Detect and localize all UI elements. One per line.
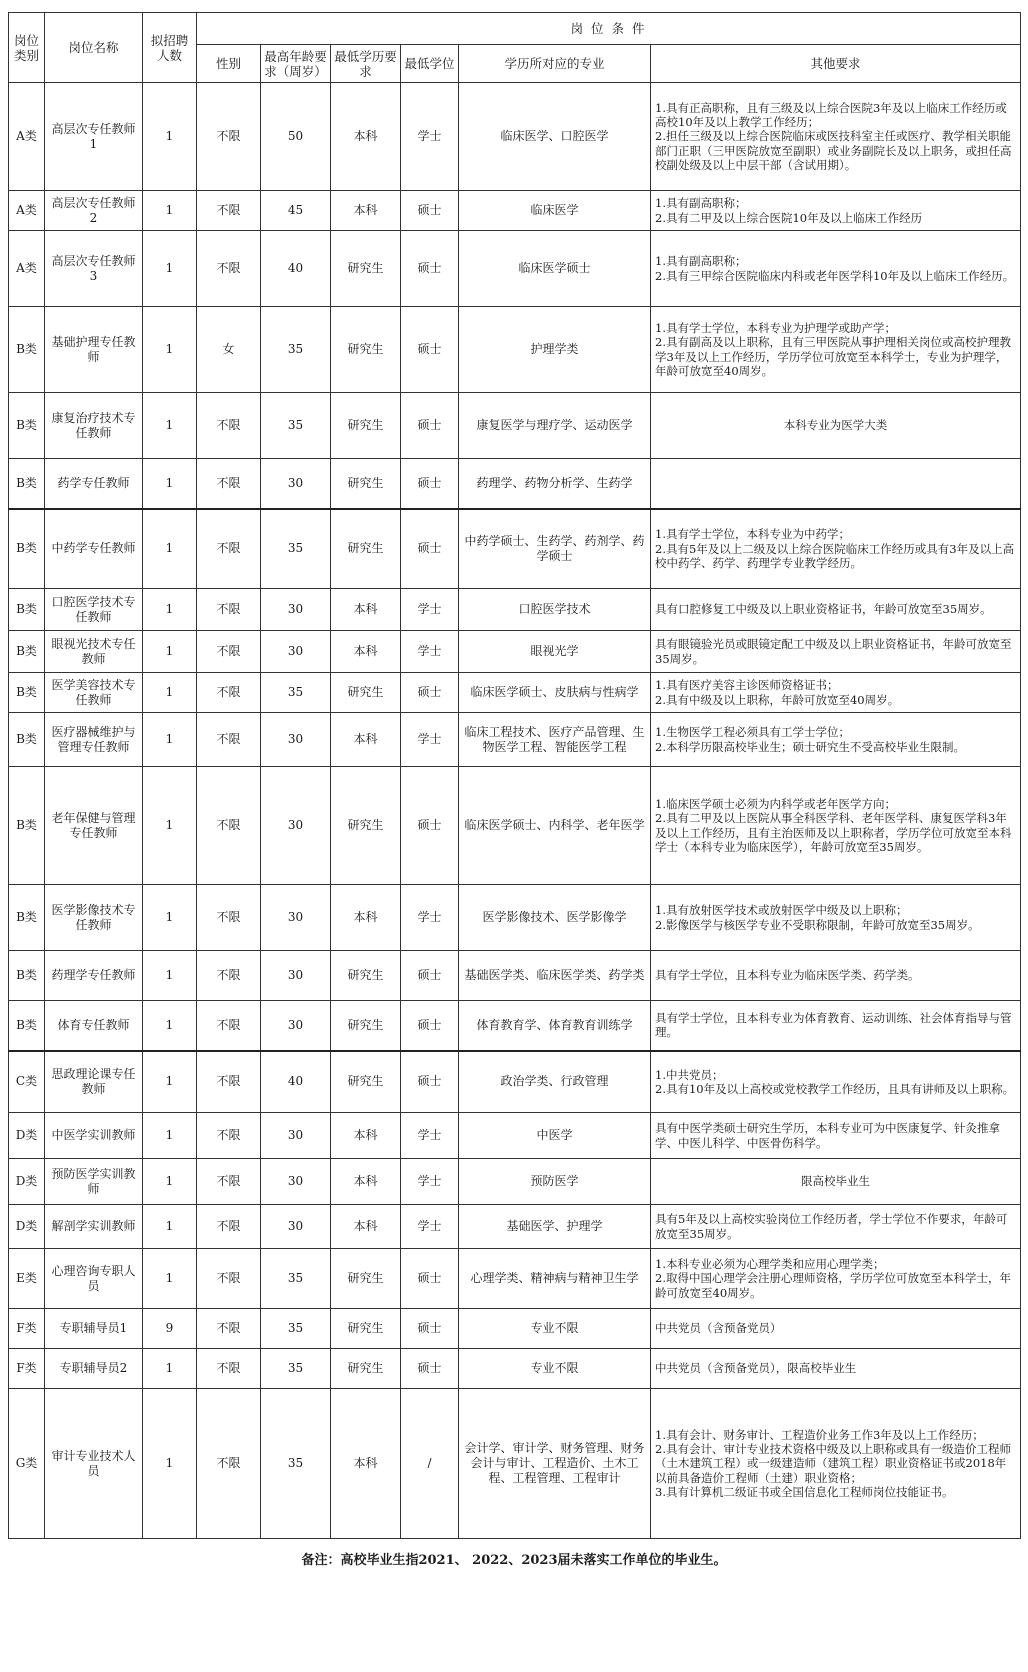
- table-row: [9, 767, 1021, 885]
- min-edu-cell: 研究生: [331, 1051, 401, 1113]
- min-degree-cell: 硕士: [401, 673, 459, 713]
- max-age-cell: 30: [261, 1113, 331, 1159]
- min-edu-cell: 本科: [331, 1113, 401, 1159]
- other-requirements-cell: [651, 459, 1021, 509]
- table-row: [9, 1249, 1021, 1309]
- category-cell: D类: [9, 1113, 45, 1159]
- max-age-cell: 40: [261, 231, 331, 307]
- category-cell: B类: [9, 767, 45, 885]
- requirement-line: 2.具有二甲及以上综合医院10年及以上临床工作经历: [655, 210, 923, 225]
- position-name-cell: 高层次专任教师1: [45, 83, 143, 191]
- requirement-line: 2.本科学历限高校毕业生；硕士研究生不受高校毕业生限制。: [655, 739, 965, 754]
- gender-cell: 不限: [197, 191, 261, 231]
- table-row: [9, 713, 1021, 767]
- gender-cell: 不限: [197, 1113, 261, 1159]
- other-requirements-cell: [651, 1349, 1021, 1389]
- max-age-cell: 30: [261, 885, 331, 951]
- position-name-cell: 高层次专任教师3: [45, 231, 143, 307]
- position-name-cell: 眼视光技术专任教师: [45, 631, 143, 673]
- category-cell: G类: [9, 1389, 45, 1539]
- major-cell: 专业不限: [459, 1309, 651, 1349]
- hire-count-cell: 1: [143, 1159, 197, 1205]
- position-name-cell: 医疗器械维护与管理专任教师: [45, 713, 143, 767]
- hire-count-cell: 1: [143, 1001, 197, 1051]
- min-edu-cell: 研究生: [331, 231, 401, 307]
- major-cell: 基础医学、护理学: [459, 1205, 651, 1249]
- max-age-cell: 35: [261, 673, 331, 713]
- position-name-cell: 预防医学实训教师: [45, 1159, 143, 1205]
- min-edu-cell: 研究生: [331, 307, 401, 393]
- major-cell: 临床医学: [459, 191, 651, 231]
- min-degree-cell: 学士: [401, 1113, 459, 1159]
- min-degree-cell: 学士: [401, 83, 459, 191]
- header-min-degree: 最低学位: [401, 45, 459, 83]
- gender-cell: 不限: [197, 951, 261, 1001]
- max-age-cell: 35: [261, 1349, 331, 1389]
- requirement-line: 具有学士学位，且本科专业为体育教育、运动训练、社会体育指导与管理。: [655, 1011, 1012, 1040]
- hire-count-cell: 1: [143, 307, 197, 393]
- gender-cell: 不限: [197, 1205, 261, 1249]
- gender-cell: 不限: [197, 83, 261, 191]
- min-edu-cell: 研究生: [331, 393, 401, 459]
- header-name: 岗位名称: [45, 13, 143, 83]
- table-row: [9, 1159, 1021, 1205]
- hire-count-cell: 1: [143, 767, 197, 885]
- max-age-cell: 30: [261, 951, 331, 1001]
- min-edu-cell: 本科: [331, 713, 401, 767]
- major-cell: 口腔医学技术: [459, 589, 651, 631]
- max-age-cell: 30: [261, 1205, 331, 1249]
- other-requirements-cell: [651, 83, 1021, 191]
- position-name-cell: 高层次专任教师2: [45, 191, 143, 231]
- major-cell: 中药学硕士、生药学、药剂学、药学硕士: [459, 509, 651, 589]
- category-cell: B类: [9, 673, 45, 713]
- recruitment-table-page: [8, 12, 1020, 1568]
- requirement-line: 3.具有计算机二级证书或全国信息化工程师岗位技能证书。: [655, 1484, 954, 1499]
- min-edu-cell: 研究生: [331, 459, 401, 509]
- table-row: [9, 885, 1021, 951]
- major-cell: 政治学类、行政管理: [459, 1051, 651, 1113]
- hire-count-cell: 1: [143, 1113, 197, 1159]
- other-requirements-cell: [651, 1051, 1021, 1113]
- min-degree-cell: 硕士: [401, 1309, 459, 1349]
- max-age-cell: 40: [261, 1051, 331, 1113]
- min-degree-cell: 硕士: [401, 1051, 459, 1113]
- position-name-cell: 专职辅导员2: [45, 1349, 143, 1389]
- requirement-line: 2.具有二甲及以上医院从事全科医学科、老年医学科、康复医学科3年及以上工作经历，且有主治医师及以上职称者，学历学位可放宽至本科学士（本科专业为临床医学），年龄可放宽至35周岁。: [655, 811, 1012, 854]
- category-cell: A类: [9, 191, 45, 231]
- position-name-cell: 口腔医学技术专任教师: [45, 589, 143, 631]
- requirement-line: 2.影像医学与核医学专业不受职称限制，年龄可放宽至35周岁。: [655, 917, 980, 932]
- position-name-cell: 老年保健与管理专任教师: [45, 767, 143, 885]
- requirement-line: 1.生物医学工程必须具有工学士学位；: [655, 725, 850, 740]
- hire-count-cell: 1: [143, 1249, 197, 1309]
- gender-cell: 不限: [197, 631, 261, 673]
- major-cell: 护理学类: [459, 307, 651, 393]
- min-degree-cell: 硕士: [401, 509, 459, 589]
- header-min-edu: 最低学历要求: [331, 45, 401, 83]
- min-degree-cell: 硕士: [401, 307, 459, 393]
- hire-count-cell: 1: [143, 951, 197, 1001]
- table-row: [9, 393, 1021, 459]
- other-requirements-cell: [651, 1159, 1021, 1205]
- header-conditions: 岗 位 条 件: [197, 13, 1021, 45]
- min-degree-cell: 硕士: [401, 231, 459, 307]
- requirement-line: 2.具有中级及以上职称，年龄可放宽至40周岁。: [655, 692, 900, 707]
- min-degree-cell: 硕士: [401, 1001, 459, 1051]
- category-cell: A类: [9, 83, 45, 191]
- max-age-cell: 30: [261, 631, 331, 673]
- table-row: [9, 951, 1021, 1001]
- hire-count-cell: 1: [143, 393, 197, 459]
- gender-cell: 不限: [197, 231, 261, 307]
- major-cell: 体育教育学、体育教育训练学: [459, 1001, 651, 1051]
- category-cell: E类: [9, 1249, 45, 1309]
- major-cell: 眼视光学: [459, 631, 651, 673]
- requirement-line: 2.担任三级及以上综合医院临床或医技科室主任或医疗、教学相关职能部门正职（三甲医院放宽至副职）或业务副院长及以上职务，或担任高校副处级及以上中层干部（含试用期）。: [655, 129, 1012, 172]
- table-row: [9, 509, 1021, 589]
- min-degree-cell: 硕士: [401, 459, 459, 509]
- major-cell: 临床医学硕士、皮肤病与性病学: [459, 673, 651, 713]
- requirement-line: 1.具有会计、财务审计、工程造价业务工作3年及以上工作经历；: [655, 1427, 984, 1442]
- header-gender: 性别: [197, 45, 261, 83]
- position-name-cell: 医学影像技术专任教师: [45, 885, 143, 951]
- footnote: 备注：高校毕业生指2021、 2022、2023届未落实工作单位的毕业生。: [301, 1553, 727, 1568]
- gender-cell: 不限: [197, 1309, 261, 1349]
- max-age-cell: 35: [261, 1389, 331, 1539]
- max-age-cell: 35: [261, 1249, 331, 1309]
- min-edu-cell: 研究生: [331, 509, 401, 589]
- min-edu-cell: 本科: [331, 589, 401, 631]
- min-degree-cell: 学士: [401, 1159, 459, 1205]
- major-cell: 基础医学类、临床医学类、药学类: [459, 951, 651, 1001]
- max-age-cell: 30: [261, 459, 331, 509]
- gender-cell: 不限: [197, 885, 261, 951]
- position-name-cell: 药学专任教师: [45, 459, 143, 509]
- hire-count-cell: 1: [143, 673, 197, 713]
- major-cell: 康复医学与理疗学、运动医学: [459, 393, 651, 459]
- min-degree-cell: 硕士: [401, 1349, 459, 1389]
- position-name-cell: 体育专任教师: [45, 1001, 143, 1051]
- position-name-cell: 医学美容技术专任教师: [45, 673, 143, 713]
- requirement-line: 具有中医学类硕士研究生学历，本科专业可为中医康复学、针灸推拿学、中医儿科学、中医骨伤科学。: [655, 1121, 1000, 1150]
- min-edu-cell: 研究生: [331, 1249, 401, 1309]
- min-degree-cell: 学士: [401, 631, 459, 673]
- max-age-cell: 35: [261, 393, 331, 459]
- header-major: 学历所对应的专业: [459, 45, 651, 83]
- gender-cell: 不限: [197, 1349, 261, 1389]
- min-degree-cell: 学士: [401, 885, 459, 951]
- requirement-line: 1.具有副高职称；: [655, 196, 747, 211]
- requirement-line: 中共党员（含预备党员）: [655, 1321, 782, 1336]
- other-requirements-cell: [651, 1205, 1021, 1249]
- table-row: [9, 673, 1021, 713]
- major-cell: 临床医学、口腔医学: [459, 83, 651, 191]
- gender-cell: 不限: [197, 1249, 261, 1309]
- gender-cell: 不限: [197, 673, 261, 713]
- other-requirements-cell: [651, 1001, 1021, 1051]
- gender-cell: 不限: [197, 1001, 261, 1051]
- table-row: [9, 1001, 1021, 1051]
- category-cell: D类: [9, 1159, 45, 1205]
- major-cell: 心理学类、精神病与精神卫生学: [459, 1249, 651, 1309]
- max-age-cell: 30: [261, 589, 331, 631]
- hire-count-cell: 1: [143, 83, 197, 191]
- min-degree-cell: 学士: [401, 713, 459, 767]
- min-degree-cell: 硕士: [401, 393, 459, 459]
- min-edu-cell: 研究生: [331, 673, 401, 713]
- position-name-cell: 药理学专任教师: [45, 951, 143, 1001]
- major-cell: 临床工程技术、医疗产品管理、生物医学工程、智能医学工程: [459, 713, 651, 767]
- other-requirements-cell: [651, 1113, 1021, 1159]
- max-age-cell: 35: [261, 509, 331, 589]
- position-name-cell: 基础护理专任教师: [45, 307, 143, 393]
- min-degree-cell: /: [401, 1389, 459, 1539]
- position-name-cell: 中药学专任教师: [45, 509, 143, 589]
- gender-cell: 不限: [197, 589, 261, 631]
- min-degree-cell: 硕士: [401, 951, 459, 1001]
- hire-count-cell: 1: [143, 1051, 197, 1113]
- table-row: [9, 231, 1021, 307]
- category-cell: C类: [9, 1051, 45, 1113]
- gender-cell: 不限: [197, 1051, 261, 1113]
- table-row: [9, 1051, 1021, 1113]
- gender-cell: 不限: [197, 1159, 261, 1205]
- min-edu-cell: 本科: [331, 631, 401, 673]
- other-requirements-cell: [651, 191, 1021, 231]
- header-category: 岗位类别: [9, 13, 45, 83]
- hire-count-cell: 9: [143, 1309, 197, 1349]
- requirement-line: 2.具有5年及以上二级及以上综合医院临床工作经历或具有3年及以上高校中药学、药学、药理学专业教学经历。: [655, 541, 1015, 570]
- requirement-line: 1.具有放射医学技术或放射医学中级及以上职称；: [655, 903, 908, 918]
- gender-cell: 不限: [197, 509, 261, 589]
- requirement-line: 1.具有医疗美容主诊医师资格证书；: [655, 678, 839, 693]
- gender-cell: 不限: [197, 393, 261, 459]
- category-cell: B类: [9, 509, 45, 589]
- category-cell: B类: [9, 307, 45, 393]
- category-cell: B类: [9, 459, 45, 509]
- hire-count-cell: 1: [143, 885, 197, 951]
- category-cell: F类: [9, 1309, 45, 1349]
- min-edu-cell: 研究生: [331, 1001, 401, 1051]
- min-degree-cell: 硕士: [401, 1249, 459, 1309]
- min-edu-cell: 研究生: [331, 951, 401, 1001]
- other-requirements-cell: [651, 673, 1021, 713]
- min-edu-cell: 本科: [331, 1159, 401, 1205]
- gender-cell: 不限: [197, 767, 261, 885]
- requirement-line: 1.中共党员；: [655, 1067, 724, 1082]
- max-age-cell: 45: [261, 191, 331, 231]
- other-requirements-cell: [651, 231, 1021, 307]
- requirement-line: 2.具有会计、审计专业技术资格中级及以上职称或具有一级造价工程师（土木建筑工程）或一级建造师（建筑工程）职业资格证书或2018年以前具备造价工程师（土建）职业资格；: [655, 1442, 1011, 1485]
- other-requirements-cell: [651, 307, 1021, 393]
- major-cell: 中医学: [459, 1113, 651, 1159]
- table-row: [9, 459, 1021, 509]
- category-cell: B类: [9, 393, 45, 459]
- category-cell: D类: [9, 1205, 45, 1249]
- recruitment-table: [8, 12, 1021, 1539]
- other-requirements-cell: [651, 951, 1021, 1001]
- min-edu-cell: 研究生: [331, 1349, 401, 1389]
- category-cell: B类: [9, 951, 45, 1001]
- hire-count-cell: 1: [143, 1389, 197, 1539]
- major-cell: 医学影像技术、医学影像学: [459, 885, 651, 951]
- min-edu-cell: 本科: [331, 83, 401, 191]
- position-name-cell: 康复治疗技术专任教师: [45, 393, 143, 459]
- hire-count-cell: 1: [143, 631, 197, 673]
- major-cell: 专业不限: [459, 1349, 651, 1389]
- position-name-cell: 解剖学实训教师: [45, 1205, 143, 1249]
- table-row: [9, 83, 1021, 191]
- table-body: [9, 83, 1021, 1539]
- position-name-cell: 思政理论课专任教师: [45, 1051, 143, 1113]
- position-name-cell: 专职辅导员1: [45, 1309, 143, 1349]
- min-edu-cell: 本科: [331, 1389, 401, 1539]
- min-edu-cell: 本科: [331, 1205, 401, 1249]
- max-age-cell: 30: [261, 767, 331, 885]
- table-row: [9, 1389, 1021, 1539]
- major-cell: 临床医学硕士、内科学、老年医学: [459, 767, 651, 885]
- category-cell: B类: [9, 1001, 45, 1051]
- requirement-line: 具有学士学位，且本科专业为临床医学类、药学类。: [655, 968, 920, 983]
- gender-cell: 不限: [197, 459, 261, 509]
- table-row: [9, 1309, 1021, 1349]
- min-degree-cell: 硕士: [401, 767, 459, 885]
- min-edu-cell: 研究生: [331, 767, 401, 885]
- major-cell: 预防医学: [459, 1159, 651, 1205]
- requirement-line: 限高校毕业生: [801, 1174, 871, 1189]
- requirement-line: 2.具有副高及以上职称，且有三甲医院从事护理相关岗位或高校护理教学3年及以上工作经历，学历学位可放宽至本科学士，专业为护理学，年龄可放宽至40周岁。: [655, 335, 1011, 378]
- major-cell: 药理学、药物分析学、生药学: [459, 459, 651, 509]
- hire-count-cell: 1: [143, 231, 197, 307]
- requirement-line: 中共党员（含预备党员），限高校毕业生: [655, 1361, 857, 1376]
- max-age-cell: 50: [261, 83, 331, 191]
- requirement-line: 具有眼镜验光员或眼镜定配工中级及以上职业资格证书，年龄可放宽至35周岁。: [655, 637, 1012, 666]
- category-cell: B类: [9, 631, 45, 673]
- requirement-line: 2.具有10年及以上高校或党校教学工作经历，且具有讲师及以上职称。: [655, 1081, 1015, 1096]
- header-count: 拟招聘人数: [143, 13, 197, 83]
- other-requirements-cell: [651, 767, 1021, 885]
- other-requirements-cell: [651, 509, 1021, 589]
- min-degree-cell: 硕士: [401, 191, 459, 231]
- position-name-cell: 审计专业技术人员: [45, 1389, 143, 1539]
- category-cell: A类: [9, 231, 45, 307]
- major-cell: 会计学、审计学、财务管理、财务会计与审计、工程造价、土木工程、工程管理、工程审计: [459, 1389, 651, 1539]
- requirement-line: 1.具有正高职称，且有三级及以上综合医院3年及以上临床工作经历或高校10年及以上教学工作经历；: [655, 100, 1007, 130]
- table-row: [9, 1205, 1021, 1249]
- major-cell: 临床医学硕士: [459, 231, 651, 307]
- other-requirements-cell: [651, 631, 1021, 673]
- requirement-line: 2.具有三甲综合医院临床内科或老年医学科10年及以上临床工作经历。: [655, 268, 1015, 283]
- hire-count-cell: 1: [143, 459, 197, 509]
- requirement-line: 1.具有学士学位，本科专业为中药学；: [655, 527, 850, 542]
- category-cell: B类: [9, 713, 45, 767]
- table-row: [9, 191, 1021, 231]
- requirement-line: 具有口腔修复工中级及以上职业资格证书，年龄可放宽至35周岁。: [655, 602, 992, 617]
- hire-count-cell: 1: [143, 713, 197, 767]
- table-row: [9, 1349, 1021, 1389]
- requirement-line: 1.具有副高职称；: [655, 254, 747, 269]
- min-degree-cell: 学士: [401, 1205, 459, 1249]
- max-age-cell: 30: [261, 1159, 331, 1205]
- position-name-cell: 心理咨询专职人员: [45, 1249, 143, 1309]
- table-row: [9, 307, 1021, 393]
- requirement-line: 本科专业为医学大类: [783, 418, 888, 433]
- other-requirements-cell: [651, 1249, 1021, 1309]
- hire-count-cell: 1: [143, 1349, 197, 1389]
- hire-count-cell: 1: [143, 1205, 197, 1249]
- min-degree-cell: 学士: [401, 589, 459, 631]
- min-edu-cell: 研究生: [331, 1309, 401, 1349]
- min-edu-cell: 本科: [331, 191, 401, 231]
- max-age-cell: 30: [261, 1001, 331, 1051]
- category-cell: B类: [9, 589, 45, 631]
- gender-cell: 不限: [197, 1389, 261, 1539]
- requirement-line: 2.取得中国心理学会注册心理师资格，学历学位可放宽至本科学士，年龄可放宽至40周岁。: [655, 1271, 1011, 1300]
- header-other: 其他要求: [651, 45, 1021, 83]
- table-row: [9, 1113, 1021, 1159]
- max-age-cell: 30: [261, 713, 331, 767]
- other-requirements-cell: [651, 885, 1021, 951]
- other-requirements-cell: [651, 1389, 1021, 1539]
- category-cell: F类: [9, 1349, 45, 1389]
- requirement-line: 1.本科专业必须为心理学类和应用心理学类；: [655, 1257, 885, 1272]
- requirement-line: 1.临床医学硕士必须为内科学或老年医学方向；: [655, 797, 896, 812]
- header-max-age: 最高年龄要求（周岁）: [261, 45, 331, 83]
- hire-count-cell: 1: [143, 191, 197, 231]
- requirement-line: 具有5年及以上高校实验岗位工作经历者，学士学位不作要求，年龄可放宽至35周岁。: [655, 1212, 1008, 1241]
- other-requirements-cell: [651, 589, 1021, 631]
- other-requirements-cell: [651, 393, 1021, 459]
- position-name-cell: 中医学实训教师: [45, 1113, 143, 1159]
- other-requirements-cell: [651, 1309, 1021, 1349]
- category-cell: B类: [9, 885, 45, 951]
- table-row: [9, 589, 1021, 631]
- max-age-cell: 35: [261, 1309, 331, 1349]
- other-requirements-cell: [651, 713, 1021, 767]
- requirement-line: 1.具有学士学位，本科专业为护理学或助产学；: [655, 321, 896, 336]
- table-row: [9, 631, 1021, 673]
- min-edu-cell: 本科: [331, 885, 401, 951]
- max-age-cell: 35: [261, 307, 331, 393]
- gender-cell: 不限: [197, 713, 261, 767]
- hire-count-cell: 1: [143, 509, 197, 589]
- hire-count-cell: 1: [143, 589, 197, 631]
- gender-cell: 女: [197, 307, 261, 393]
